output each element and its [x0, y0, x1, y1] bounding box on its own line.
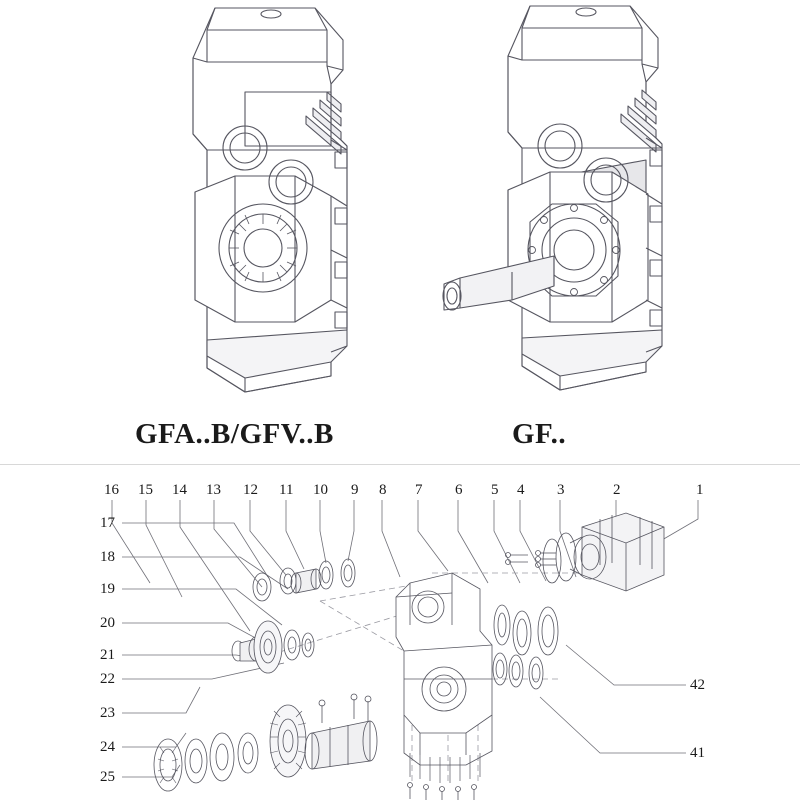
callout-18: 18	[100, 549, 115, 565]
callout-17: 17	[100, 515, 115, 531]
callout-22: 22	[100, 671, 115, 687]
callout-19: 19	[100, 581, 115, 597]
callout-7: 7	[415, 482, 423, 498]
callout-23: 23	[100, 705, 115, 721]
gearbox-line-drawing-left	[95, 0, 385, 400]
figure-caption-left: GFA..B/GFV..B	[135, 418, 334, 450]
callout-41: 41	[690, 745, 705, 761]
gearbox-line-drawing-right	[400, 0, 700, 400]
callout-5: 5	[491, 482, 499, 498]
callout-20: 20	[100, 615, 115, 631]
callout-11: 11	[279, 482, 294, 498]
callout-14: 14	[172, 482, 187, 498]
exploded-parts-diagram	[0, 465, 800, 800]
callout-8: 8	[379, 482, 387, 498]
callout-6: 6	[455, 482, 463, 498]
callout-9: 9	[351, 482, 359, 498]
callout-21: 21	[100, 647, 115, 663]
callout-12: 12	[243, 482, 258, 498]
callout-25: 25	[100, 769, 115, 785]
callout-1: 1	[696, 482, 704, 498]
callout-13: 13	[206, 482, 221, 498]
callout-2: 2	[613, 482, 621, 498]
callout-16: 16	[104, 482, 119, 498]
callout-15: 15	[138, 482, 153, 498]
callout-10: 10	[313, 482, 328, 498]
callout-3: 3	[557, 482, 565, 498]
callout-4: 4	[517, 482, 525, 498]
figure-caption-right: GF..	[512, 418, 567, 450]
callout-42: 42	[690, 677, 705, 693]
callout-24: 24	[100, 739, 115, 755]
